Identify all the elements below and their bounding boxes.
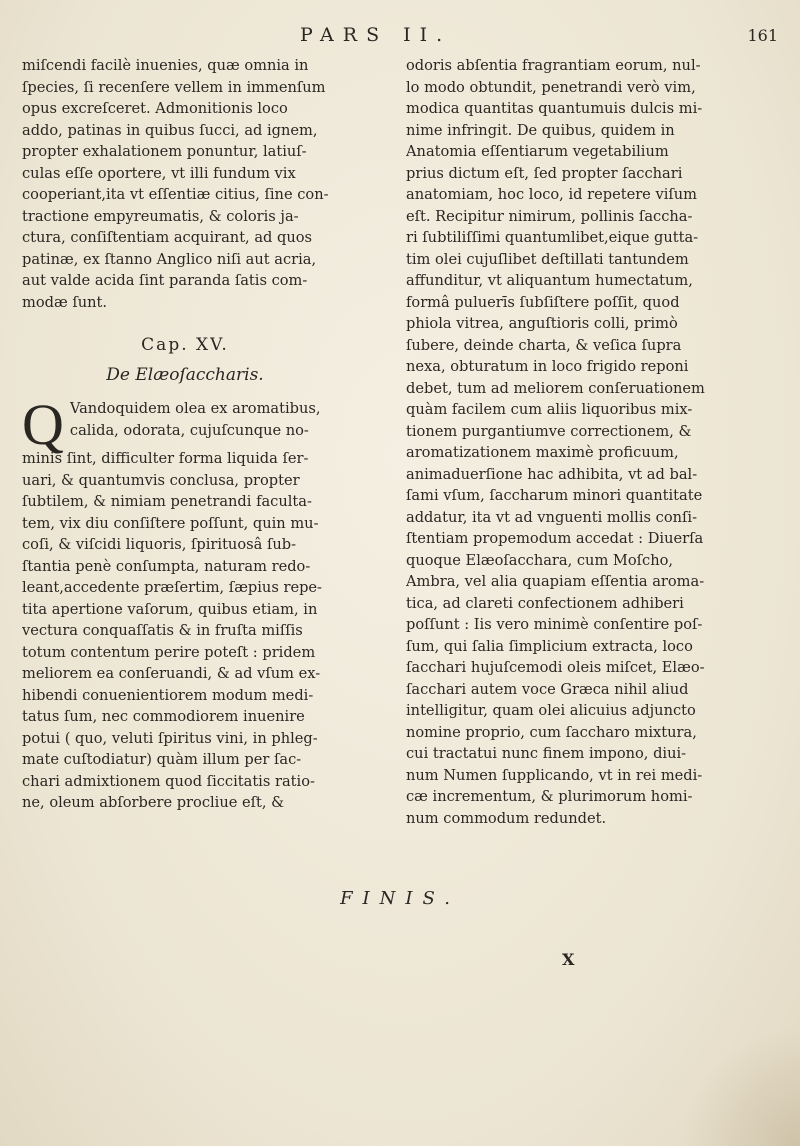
text-line: tem, vix diu conſiſtere poſſunt, quin mu- (22, 514, 319, 532)
text-line: ri ſubtiliſſimi quantumlibet,eique gutta- (406, 229, 699, 246)
text-line: hibendi conuenientiorem modum medi- (22, 686, 314, 704)
text-line: odoris abſentia fragrantiam eorum, nul- (406, 57, 701, 74)
running-head-title: PARS II. (300, 24, 452, 46)
text-line: addatur, ita vt ad vnguenti mollis conſi- (406, 508, 698, 526)
text-line: nexa, obturatum in loco frigido reponi (406, 358, 689, 375)
text-line: uari, & quantumvis conclusa, propter (22, 471, 300, 489)
text-line: meliorem ea conſeruandi, & ad vſum ex- (22, 665, 321, 682)
text-line: ſtentiam propemodum accedat : Diuerſa (406, 530, 704, 547)
text-line: ctura, conſiſtentiam acquirant, ad quos (22, 229, 313, 246)
text-line: culas eſſe oportere, vt illi fundum vix (22, 164, 296, 182)
text-line: tica, ad clareti confectionem adhiberi (406, 594, 684, 612)
text-line: formâ puluerīs ſubſiſtere poſſit, quod (406, 293, 680, 311)
right-column (406, 55, 768, 829)
text-line: prius dictum eſt, ſed propter ſacchari (406, 164, 683, 182)
text-line: tractione empyreumatis, & coloris ja- (22, 207, 299, 225)
text-line: tim olei cujuſlibet deſtillati tantundem (406, 250, 689, 268)
text-line: num commodum redundet. (406, 809, 607, 827)
text-line: nomine proprio, cum ſaccharo mixtura, (406, 723, 697, 741)
text-line: ſum, qui ſalia ſimplicium extracta, loco (406, 637, 693, 655)
text-line: nime infringit. De quibus, quidem in (406, 121, 675, 139)
signature-mark: X (562, 950, 575, 969)
text-line: chari admixtionem quod ſiccitatis ratio- (22, 772, 315, 790)
text-line: modæ ſunt. (22, 293, 108, 311)
left-column-top-text (22, 55, 348, 313)
text-line: ne, oleum abſorbere procliue eſt, & (22, 794, 285, 811)
chapter-title: De Elæoſaccharis. (106, 364, 264, 385)
paper-stain (680, 1026, 800, 1146)
text-line: addo, patinas in quibus ſucci, ad ignem, (22, 121, 318, 139)
text-line: animaduerſione hac adhibita, vt ad bal- (406, 465, 698, 483)
text-line: minis ſint, difficulter forma liquida ſer- (22, 450, 309, 467)
text-line: tatus ſum, nec commodiorem inuenire (22, 708, 305, 725)
text-line: Vandoquidem olea ex aromatibus, (69, 400, 321, 417)
text-line: mate cuſtodiatur) quàm illum per ſac- (22, 751, 302, 768)
text-line: debet, tum ad meliorem conſeruationem (406, 379, 705, 397)
text-line: leant,accedente præſertim, ſæpius repe- (22, 579, 322, 596)
text-line: anatomiam, hoc loco, id repetere viſum (406, 186, 698, 203)
text-line: ſacchari hujuſcemodi oleis miſcet, Elæo- (406, 659, 705, 676)
text-line: aut valde acida ſint paranda ſatis com- (22, 272, 308, 289)
text-line: opus excreſceret. Admonitionis loco (22, 100, 288, 117)
text-line: poſſunt : Iis vero minimè conſentire poſ- (406, 616, 703, 633)
text-line: quoque Elæoſacchara, cum Moſcho, (406, 551, 674, 569)
text-line: phiola vitrea, anguſtioris colli, primò (406, 315, 678, 332)
text-line: eſt. Recipitur nimirum, pollinis ſaccha- (406, 207, 693, 225)
text-line: propter exhalationem ponuntur, latiuſ- (22, 143, 307, 160)
text-line: cooperiant,ita vt eſſentiæ citius, ſine con- (22, 186, 329, 203)
text-line: modica quantitas quantumuis dulcis mi- (406, 100, 703, 117)
text-line: coſi, & viſcidi liquoris, ſpirituosâ ſub- (22, 536, 297, 553)
text-line: patinæ, ex ſtanno Anglico niſi aut acria, (22, 250, 317, 268)
text-line: ſtantia penè conſumpta, naturam redo- (22, 557, 311, 575)
chapter-text (22, 392, 348, 814)
text-line: lo modo obtundit, penetrandi verò vim, (406, 78, 696, 96)
text-line: ſacchari autem voce Græca nihil aliud (406, 680, 689, 698)
text-line: intelligitur, quam olei alicuius adjuncto (406, 702, 696, 719)
text-line: totum contentum perire poteſt : pridem (22, 643, 316, 661)
running-head (0, 24, 800, 52)
text-line: cæ incrementum, & plurimorum homi- (406, 788, 693, 805)
text-line: Ambra, vel alia quapiam eſſentia aroma- (406, 573, 705, 590)
text-line: quàm facilem cum aliis liquoribus mix- (406, 401, 693, 418)
page-number: 161 (747, 26, 778, 45)
text-line: tionem purgantiumve correctionem, & (406, 422, 692, 440)
text-line: cui tractatui nunc finem impono, diui- (406, 745, 687, 762)
text-line: vectura conquaſſatis & in fruſta miſſis (22, 622, 303, 639)
text-line: calida, odorata, cujuſcunque no- (69, 421, 309, 439)
drop-cap: Q (22, 392, 64, 457)
left-column (22, 55, 348, 814)
chapter-heading: Cap. XV. (141, 335, 229, 355)
text-line: ſpecies, ſi recenſere vellem in immenſum (22, 78, 326, 96)
text-line: tita apertione vaſorum, quibus etiam, in (22, 600, 318, 618)
text-line: ſubtilem, & nimiam penetrandi faculta- (22, 493, 312, 510)
text-line: Anatomia eſſentiarum vegetabilium (406, 143, 669, 160)
text-line: num Numen ſupplicando, vt in rei medi- (406, 766, 703, 784)
text-line: aromatizationem maximè proficuum, (406, 444, 679, 461)
text-line: affunditur, vt aliquantum humectatum, (406, 272, 693, 289)
text-line: miſcendi facilè inuenies, quæ omnia in (22, 57, 309, 74)
finis-colophon: FINIS. (340, 888, 460, 909)
text-line: potui ( quo, veluti ſpiritus vini, in phleg- (22, 729, 318, 747)
text-line: ſami vſum, ſaccharum minori quantitate (406, 487, 703, 504)
text-line: ſubere, deinde charta, & veſica ſupra (406, 336, 682, 354)
